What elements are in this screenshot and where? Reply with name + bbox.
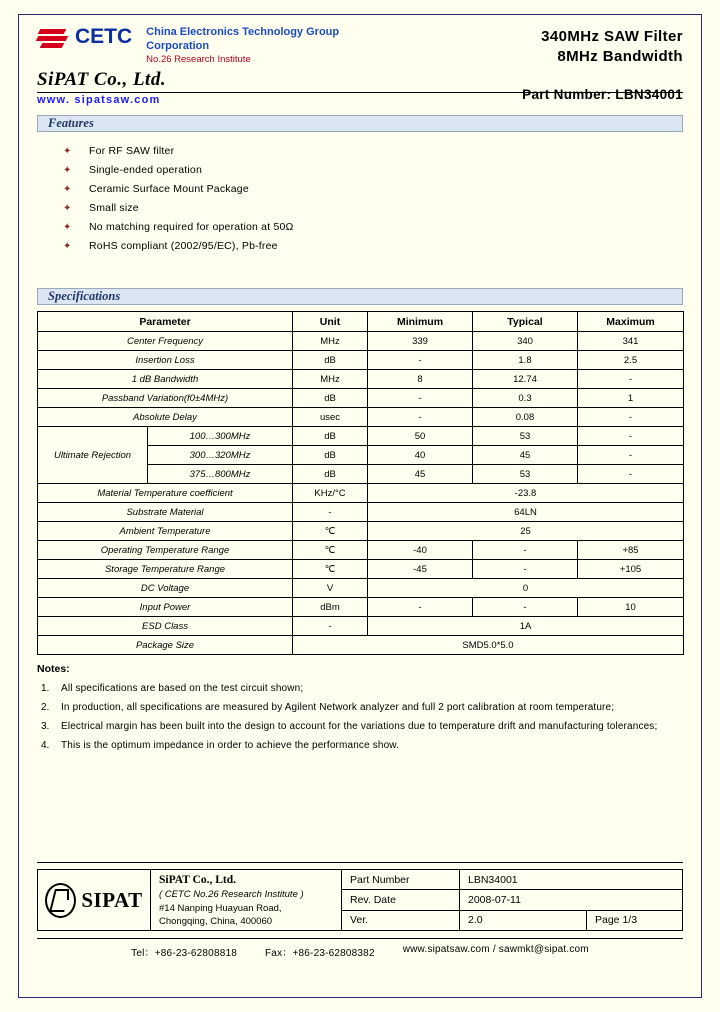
footer-fax: Fax：+86-23-62808382 (265, 948, 375, 959)
document-header (29, 23, 691, 106)
cell-parameter: 1 dB Bandwidth (38, 370, 293, 389)
feature-text: For RF SAW filter (89, 145, 175, 157)
specifications-heading: Specifications (48, 289, 121, 303)
cell-unit: ℃ (293, 522, 368, 541)
table-row (38, 408, 684, 427)
cell-parameter: ESD Class (38, 617, 293, 636)
cell-unit: dB (293, 446, 368, 465)
note-text: This is the optimum impedance in order to achieve the performance show. (61, 740, 400, 751)
cell-unit: usec (293, 408, 368, 427)
table-row (38, 389, 684, 408)
features-heading: Features (48, 116, 94, 130)
cell-parameter: Material Temperature coefficient (38, 484, 293, 503)
cell-typ: 0.08 (473, 408, 578, 427)
features-heading-bar (37, 115, 683, 132)
diamond-bullet-icon: ✦ (63, 165, 72, 176)
cell-parameter: Ambient Temperature (38, 522, 293, 541)
cell-typ: 53 (473, 465, 578, 484)
footer-company-name: SiPAT Co., Ltd. (159, 874, 237, 886)
note-item (37, 737, 683, 754)
column-header-maximum: Maximum (578, 312, 684, 332)
cell-parameter: Storage Temperature Range (38, 560, 293, 579)
cell-typ: 340 (473, 332, 578, 351)
cell-min: - (368, 598, 473, 617)
cell-max: - (578, 427, 684, 446)
feature-text: Small size (89, 202, 139, 214)
list-item (63, 199, 691, 218)
features-section (29, 115, 691, 256)
footer-meta-table (342, 870, 682, 930)
column-header-parameter: Parameter (38, 312, 293, 332)
cell-unit: dB (293, 465, 368, 484)
footer-rev-date-value: 2008-07-11 (468, 893, 521, 906)
cell-min: 45 (368, 465, 473, 484)
cell-parameter: Substrate Material (38, 503, 293, 522)
footer-address-line2: Chongqing, China, 400060 (159, 916, 273, 927)
cell-typ: 45 (473, 446, 578, 465)
feature-text: Ceramic Surface Mount Package (89, 183, 249, 195)
diamond-bullet-icon: ✦ (63, 203, 72, 214)
cetc-wordmark: CETC (75, 25, 133, 48)
notes-title: Notes: (37, 663, 70, 675)
cell-unit: ℃ (293, 560, 368, 579)
cell-unit: V (293, 579, 368, 598)
table-row (38, 332, 684, 351)
cell-range: 300…320MHz (148, 446, 293, 465)
column-header-minimum: Minimum (368, 312, 473, 332)
product-title-line1: 340MHz SAW Filter (541, 28, 683, 45)
footer-address-line1: #14 Nanping Huayuan Road, (159, 903, 282, 914)
document-title-block (522, 27, 683, 102)
note-text: Electrical margin has been built into the design to account for the variations due to temperature drift and manufacturing tolerances; (61, 721, 658, 732)
table-row (342, 870, 682, 890)
part-number-heading: Part Number: LBN34001 (522, 87, 683, 102)
cell-unit: dB (293, 351, 368, 370)
table-row (38, 579, 684, 598)
cell-unit: ℃ (293, 541, 368, 560)
list-item (63, 237, 691, 256)
cell-max: 2.5 (578, 351, 684, 370)
cell-min: - (368, 408, 473, 427)
feature-text: RoHS compliant (2002/95/EC), Pb-free (89, 240, 278, 252)
cell-parameter: Input Power (38, 598, 293, 617)
table-row (38, 370, 684, 389)
cell-parameter: Package Size (38, 636, 293, 655)
cetc-logo-icon (37, 25, 71, 51)
footer-ver-label: Ver. (342, 911, 460, 930)
cell-typ: 53 (473, 427, 578, 446)
institute-name: No.26 Research Institute (146, 54, 251, 65)
cell-max: - (578, 465, 684, 484)
cell-parameter: Insertion Loss (38, 351, 293, 370)
list-item (63, 161, 691, 180)
cell-unit: dBm (293, 598, 368, 617)
cell-max: +85 (578, 541, 684, 560)
sipat-logo-icon (45, 883, 76, 918)
cell-parameter: Operating Temperature Range (38, 541, 293, 560)
company-website[interactable]: www. sipatsaw.com (37, 94, 161, 106)
table-row (342, 890, 682, 910)
footer-institute: ( CETC No.26 Research Institute ) (159, 889, 304, 900)
cell-unit: dB (293, 427, 368, 446)
footer-tel: Tel：+86-23-62808818 (131, 948, 237, 959)
diamond-bullet-icon: ✦ (63, 146, 72, 157)
sipat-company-name: SiPAT Co., Ltd. (37, 69, 167, 90)
list-item (63, 180, 691, 199)
cell-range: 375…800MHz (148, 465, 293, 484)
cell-typ: - (473, 560, 578, 579)
specifications-section (29, 288, 691, 655)
diamond-bullet-icon: ✦ (63, 222, 72, 233)
cell-value: 25 (368, 522, 684, 541)
cell-range: 100…300MHz (148, 427, 293, 446)
diamond-bullet-icon: ✦ (63, 184, 72, 195)
cell-max: - (578, 370, 684, 389)
features-list (63, 142, 691, 256)
note-item (37, 718, 683, 735)
cell-max: - (578, 446, 684, 465)
cell-typ: - (473, 598, 578, 617)
header-divider (37, 92, 683, 93)
cell-value: 0 (368, 579, 684, 598)
footer-divider-top (37, 862, 683, 863)
cell-parameter: Center Frequency (38, 332, 293, 351)
footer-part-number-label: Part Number (342, 870, 460, 889)
cell-max: 10 (578, 598, 684, 617)
table-row (342, 911, 682, 930)
table-row (38, 617, 684, 636)
company-name-en: China Electronics Technology Group Corporation (146, 26, 340, 52)
cell-min: - (368, 389, 473, 408)
table-row (38, 560, 684, 579)
cell-unit: KHz/°C (293, 484, 368, 503)
note-item (37, 699, 683, 716)
cell-unit: MHz (293, 332, 368, 351)
cell-min: - (368, 351, 473, 370)
cell-max: 1 (578, 389, 684, 408)
footer-page-number: Page 1/3 (595, 914, 638, 927)
note-number: 1. (41, 683, 50, 694)
cell-typ: 12.74 (473, 370, 578, 389)
cell-max: - (578, 408, 684, 427)
footer-rev-date-label: Rev. Date (342, 890, 460, 909)
column-header-typical: Typical (473, 312, 578, 332)
table-header-row (38, 312, 684, 332)
cell-unit: - (293, 503, 368, 522)
diamond-bullet-icon: ✦ (63, 241, 72, 252)
sipat-wordmark: SIPAT (81, 887, 143, 912)
feature-text: No matching required for operation at 50Ω (89, 221, 294, 233)
cell-min: 8 (368, 370, 473, 389)
footer-contact-bar (37, 938, 683, 959)
note-text: In production, all specifications are measured by Agilent Network analyzer and full 2 port calibration at room temperature; (61, 702, 615, 713)
cell-min: 339 (368, 332, 473, 351)
cell-max: +105 (578, 560, 684, 579)
table-row (38, 484, 684, 503)
cell-max: 341 (578, 332, 684, 351)
footer-part-number-value: LBN34001 (468, 873, 518, 886)
cell-value: -23.8 (368, 484, 684, 503)
footer-logo (38, 870, 151, 930)
footer-info-box (37, 869, 683, 931)
footer-address (151, 870, 342, 930)
table-row (38, 351, 684, 370)
cell-value: 64LN (368, 503, 684, 522)
table-row (38, 636, 684, 655)
feature-text: Single-ended operation (89, 164, 202, 176)
cell-value: 1A (368, 617, 684, 636)
product-title-line2: 8MHz Bandwidth (557, 48, 683, 65)
cell-min: -45 (368, 560, 473, 579)
cell-value: SMD5.0*5.0 (293, 636, 684, 655)
cell-parameter: DC Voltage (38, 579, 293, 598)
list-item (63, 218, 691, 237)
document-footer (37, 862, 683, 959)
cell-min: 50 (368, 427, 473, 446)
note-number: 2. (41, 702, 50, 713)
cell-min: -40 (368, 541, 473, 560)
cell-typ: 1.8 (473, 351, 578, 370)
table-row (38, 427, 684, 446)
note-item (37, 680, 683, 697)
notes-section (37, 663, 683, 754)
specifications-heading-bar (37, 288, 683, 305)
note-number: 3. (41, 721, 50, 732)
cell-min: 40 (368, 446, 473, 465)
company-logo-block (37, 25, 387, 106)
cell-unit: MHz (293, 370, 368, 389)
cell-ultimate-rejection-label: Ultimate Rejection (38, 427, 148, 484)
document-page (18, 14, 702, 998)
footer-web[interactable]: www.sipatsaw.com / sawmkt@sipat.com (402, 944, 589, 955)
cell-typ: 0.3 (473, 389, 578, 408)
list-item (63, 142, 691, 161)
footer-ver-value: 2.0 (460, 911, 587, 930)
table-row (38, 541, 684, 560)
cell-unit: - (293, 617, 368, 636)
note-text: All specifications are based on the test circuit shown; (61, 683, 304, 694)
cell-parameter: Absolute Delay (38, 408, 293, 427)
cell-typ: - (473, 541, 578, 560)
cell-unit: dB (293, 389, 368, 408)
table-row (38, 522, 684, 541)
table-row (38, 503, 684, 522)
note-number: 4. (41, 740, 50, 751)
specifications-table (37, 311, 684, 655)
table-row (38, 598, 684, 617)
cell-parameter: Passband Variation(f0±4MHz) (38, 389, 293, 408)
column-header-unit: Unit (293, 312, 368, 332)
